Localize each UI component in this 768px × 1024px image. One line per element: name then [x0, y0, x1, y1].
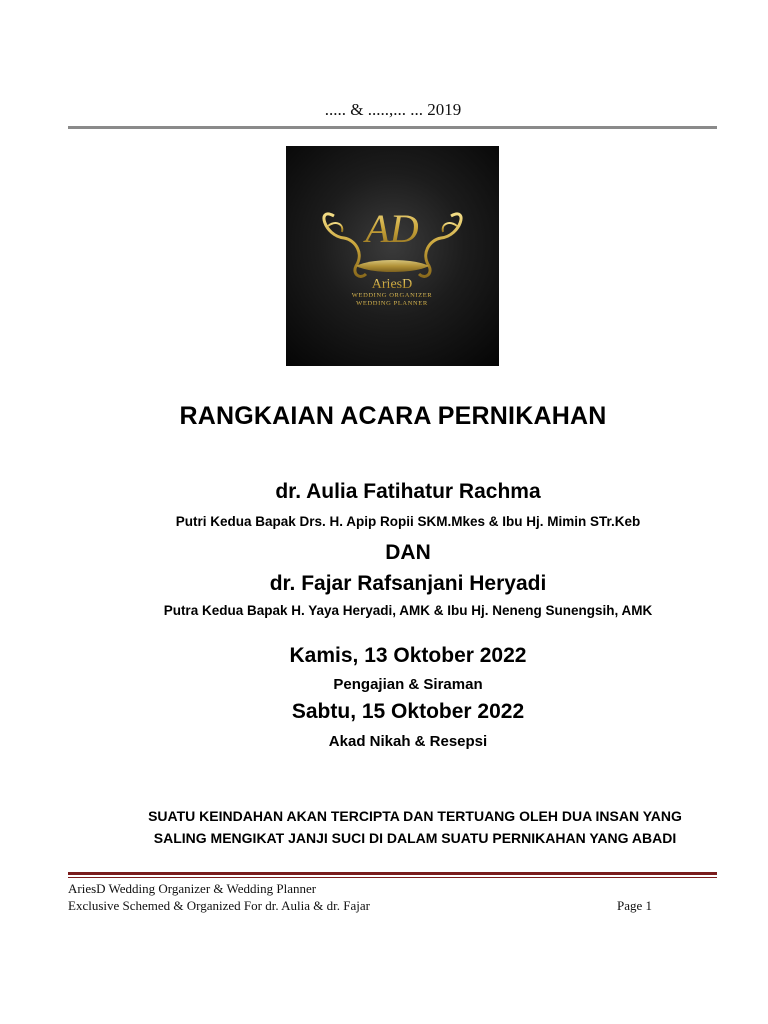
ariesd-logo — [286, 146, 499, 366]
quote-line: SUATU KEINDAHAN AKAN TERCIPTA DAN TERTUANG OLEH DUA INSAN YANG — [148, 808, 682, 824]
conjunction: DAN — [385, 541, 431, 564]
logo-monogram: AD — [365, 206, 419, 251]
event-date: Kamis, 13 Oktober 2022 — [289, 644, 527, 667]
logo-brand: AriesD — [371, 277, 413, 292]
quote-line: SALING MENGIKAT JANJI SUCI DI DALAM SUATU PERNIKAHAN YANG ABADI — [153, 830, 677, 846]
logo-graphic — [286, 146, 499, 366]
groom-parents: Putra Kedua Bapak H. Yaya Heryadi, AMK & Ibu Hj. Neneng Sunengsih, AMK — [163, 603, 653, 618]
event-name: Pengajian & Siraman — [333, 676, 483, 693]
bride-parents: Putri Kedua Bapak Drs. H. Apip Ropii SKM.Mkes & Ibu Hj. Mimin STr.Keb — [175, 514, 641, 529]
event-name: Akad Nikah & Resepsi — [328, 733, 488, 750]
logo-line1: WEDDING ORGANIZER — [351, 292, 433, 299]
header-divider — [68, 126, 717, 129]
bride-name: dr. Aulia Fatihatur Rachma — [275, 480, 541, 503]
footer-company: AriesD Wedding Organizer & Wedding Planner — [68, 881, 317, 896]
document-title: RANGKAIAN ACARA PERNIKAHAN — [179, 402, 607, 430]
footer-divider — [68, 872, 717, 875]
document-header: ..... & .....,... ... 2019 — [324, 100, 462, 119]
groom-name: dr. Fajar Rafsanjani Heryadi — [269, 572, 547, 595]
footer-divider-thin — [68, 877, 717, 878]
event-date: Sabtu, 15 Oktober 2022 — [291, 700, 525, 723]
footer-client: Exclusive Schemed & Organized For dr. Aulia & dr. Fajar — [68, 898, 370, 913]
page-number: Page 1 — [617, 898, 653, 913]
logo-line2: WEDDING PLANNER — [356, 300, 428, 307]
